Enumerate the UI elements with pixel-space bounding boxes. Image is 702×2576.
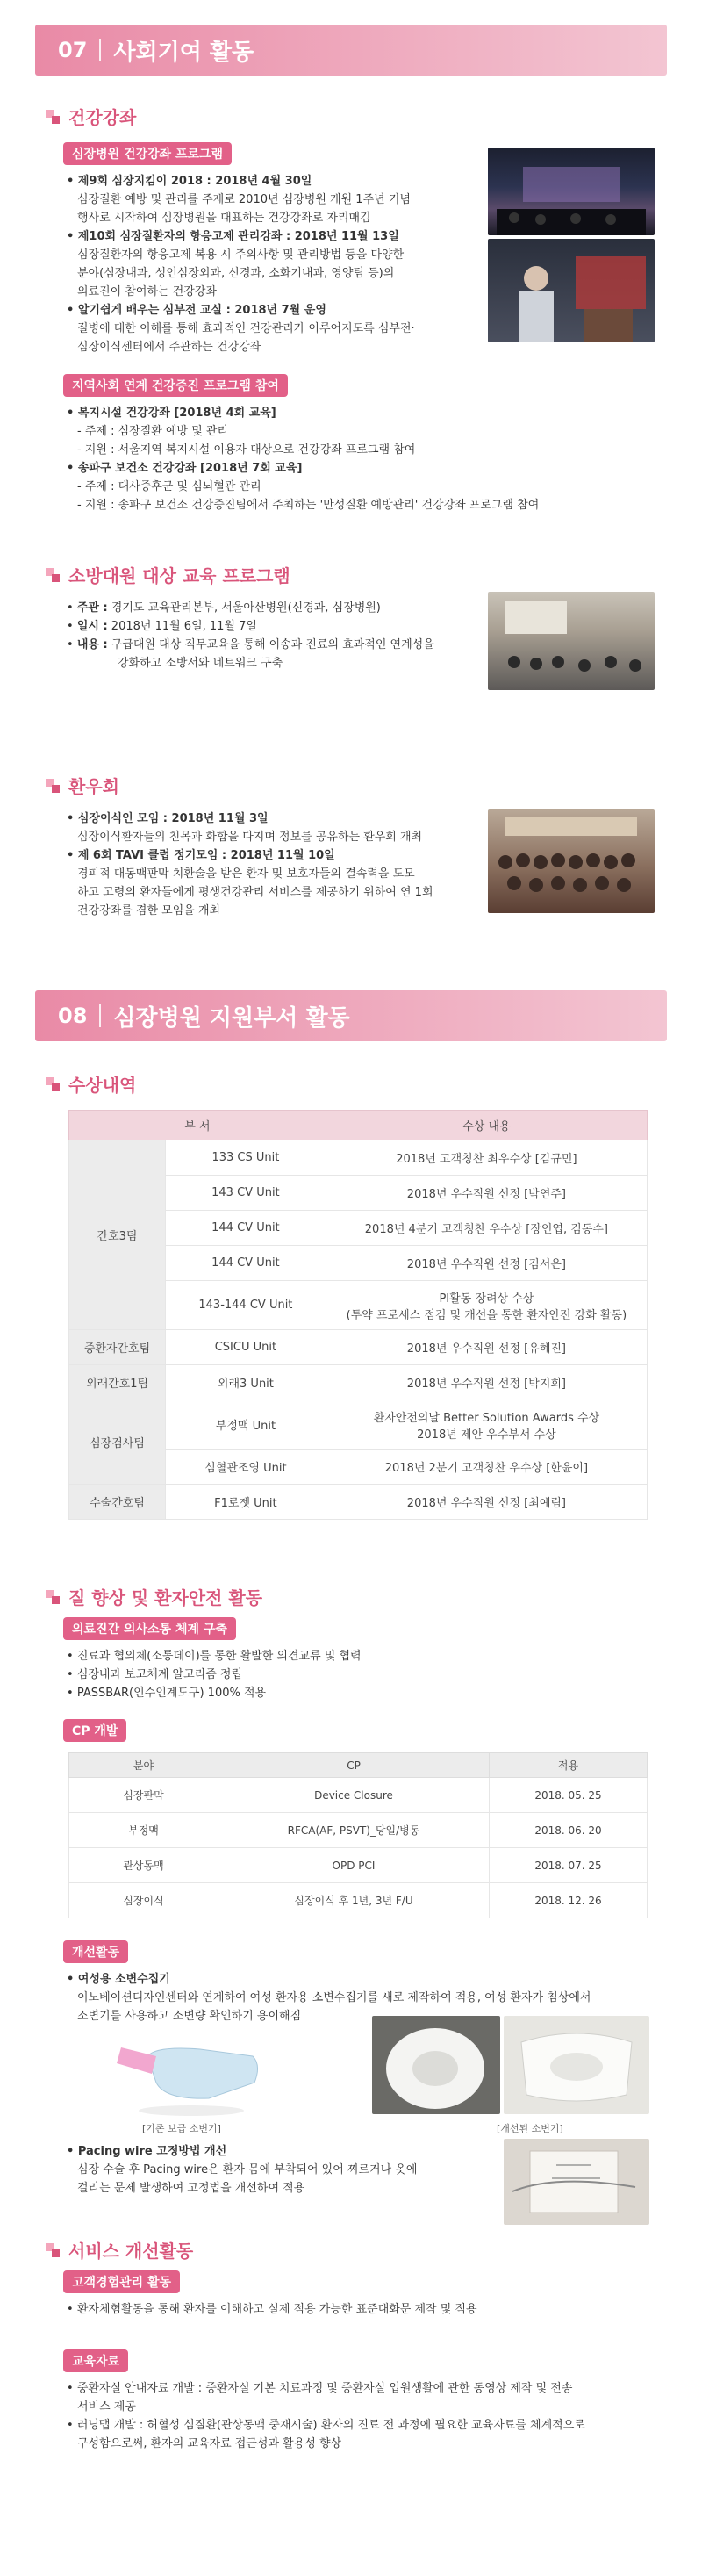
pill-communication-system: 의료진간 의사소통 체계 구축	[63, 1617, 236, 1640]
new-urinal-illustration	[504, 2016, 649, 2114]
classroom-illustration	[488, 592, 655, 690]
cell-group: 간호3팀	[69, 1140, 166, 1330]
cell-unit: 144 CV Unit	[166, 1246, 326, 1281]
info-line-cont: 강화하고 소방서와 네트워크 구축	[118, 657, 283, 670]
square-bullet-icon	[46, 1077, 60, 1091]
heading-text: 수상내역	[68, 1075, 137, 1096]
photo-new-urinal-2	[504, 2016, 649, 2114]
cell-unit: CSICU Unit	[166, 1330, 326, 1365]
list-item-desc: 심장질환자의 항응고제 복용 시 주의사항 및 관리방법 등을 다양한	[77, 248, 405, 262]
cell-date: 2018. 07. 25	[490, 1848, 648, 1883]
section-number: 08	[58, 1004, 88, 1028]
table-row	[69, 1778, 648, 1813]
photo-old-urinal	[104, 2030, 270, 2118]
list-item-desc: 경피적 대동맥판막 치환술을 받은 환자 및 보호자들의 결속력을 도모	[77, 867, 415, 881]
list-item-title: • 알기쉽게 배우는 심부전 교실 : 2018년 7월 운영	[67, 304, 326, 317]
list-item: • PASSBAR(인수인계도구) 100% 적용	[67, 1687, 267, 1700]
section-number: 07	[58, 38, 88, 62]
pill-customer-experience: 고객경험관리 활동	[63, 2270, 180, 2293]
cell-date: 2018. 06. 20	[490, 1813, 648, 1848]
photo-firefighter-class	[488, 592, 655, 690]
awards-table	[68, 1110, 648, 1520]
cell-cp: 심장이식 후 1년, 3년 F/U	[218, 1883, 490, 1918]
cell-group: 중환자간호팀	[69, 1330, 166, 1365]
list-item-desc: 하고 고령의 환자들에게 평생건강관리 서비스를 제공하기 위하여 연 1회	[77, 886, 433, 899]
divider	[99, 1004, 101, 1027]
cell-award: 2018년 우수직원 선정 [최예림]	[326, 1485, 647, 1520]
table-row	[69, 1813, 648, 1848]
cell-unit: 부정맥 Unit	[166, 1400, 326, 1450]
photo-patient-club	[488, 809, 655, 913]
header-cp: CP	[218, 1753, 490, 1778]
list-item-desc: - 지원 : 서울지역 복지시설 이용자 대상으로 건강강좌 프로그램 참여	[77, 443, 416, 457]
heading-text: 건강강좌	[68, 107, 137, 128]
photo-lecture-stage	[488, 148, 655, 235]
list-item-cont: 서비스 제공	[77, 2400, 136, 2414]
group-photo-illustration	[488, 809, 655, 913]
list-item-desc: 의료진이 참여하는 건강강좌	[77, 285, 217, 299]
cell-cp: OPD PCI	[218, 1848, 490, 1883]
customer-experience-line	[67, 2300, 663, 2319]
cell-group: 외래간호1팀	[69, 1365, 166, 1400]
table-row	[69, 1365, 648, 1400]
cell-cp: Device Closure	[218, 1778, 490, 1813]
list-item: • 러닝맵 개발 : 허혈성 심질환(관상동맥 중재시술) 환자의 진료 전 과정에 필요한 교육자료를 체계적으로	[67, 2419, 585, 2432]
cell-award: 2018년 우수직원 선정 [유혜진]	[326, 1330, 647, 1365]
list-item-title: • 제10회 심장질환자의 항응고제 관리강좌 : 2018년 11월 13일	[67, 230, 399, 243]
cell-field: 부정맥	[69, 1813, 218, 1848]
table-row	[69, 1330, 648, 1365]
cell-award: 환자안전의날 Better Solution Awards 수상 2018년 제안 우수부서 수상	[326, 1400, 647, 1450]
pill-community-program: 지역사회 연계 건강증진 프로그램 참여	[63, 374, 288, 397]
square-bullet-icon	[46, 779, 60, 793]
list-item-cont: 구성함으로써, 환자의 교육자료 접근성과 활용성 향상	[77, 2437, 342, 2450]
table-header-row	[69, 1111, 648, 1140]
list-item-desc: - 지원 : 송파구 보건소 건강증진팀에서 주최하는 '만성질환 예방관리' 건강강좌 프로그램 참여	[77, 499, 540, 512]
list-item: • 중환자실 안내자료 개발 : 중환자실 기본 치료과정 및 중환자실 입원생활에 관한 동영상 제작 및 전송	[67, 2382, 573, 2395]
cell-field: 심장판막	[69, 1778, 218, 1813]
heading-patient-club	[46, 773, 119, 798]
table-row	[69, 1485, 648, 1520]
list-item-desc: 심장 수술 후 Pacing wire은 환자 몸에 부착되어 있어 찌르거나 옷에	[77, 2163, 418, 2177]
pill-heart-lecture-program: 심장병원 건강강좌 프로그램	[63, 142, 232, 165]
health-items	[67, 172, 479, 356]
list-item-desc: 심장질환 예방 및 관리를 주제로 2010년 심장병원 개원 1주년 기념	[77, 193, 411, 206]
new-urinal-illustration	[372, 2016, 500, 2114]
info-line: • 일시 : 2018년 11월 6일, 11월 7일	[67, 620, 257, 633]
table-row	[69, 1140, 648, 1176]
list-item-title: • Pacing wire 고정방법 개선	[67, 2145, 227, 2158]
list-item-title: • 여성용 소변수집기	[67, 1973, 170, 1986]
improvement-2	[67, 2142, 479, 2198]
info-line: • 내용 : 구급대원 대상 직무교육을 통해 이송과 진료의 효과적인 연계성을	[67, 638, 434, 651]
cell-unit: 외래3 Unit	[166, 1365, 326, 1400]
communication-lines	[67, 1647, 646, 1702]
section-07-banner	[35, 25, 667, 76]
table-header-row	[69, 1753, 648, 1778]
list-item-desc: - 주제 : 심장질환 예방 및 관리	[77, 425, 229, 438]
cp-table	[68, 1752, 648, 1918]
list-item: • 환자체험활동을 통해 환자를 이해하고 실제 적용 가능한 표준대화문 제작 및 적용	[67, 2303, 477, 2316]
cell-field: 심장이식	[69, 1883, 218, 1918]
pill-education-material: 교육자료	[63, 2349, 128, 2372]
list-item-title: • 심장이식인 모임 : 2018년 11월 3일	[67, 812, 269, 825]
cell-cp: RFCA(AF, PSVT)_당일/병동	[218, 1813, 490, 1848]
cell-unit: 144 CV Unit	[166, 1211, 326, 1246]
cell-group: 심장검사팀	[69, 1400, 166, 1485]
header-field: 분야	[69, 1753, 218, 1778]
square-bullet-icon	[46, 1590, 60, 1604]
cell-date: 2018. 12. 26	[490, 1883, 648, 1918]
firefighter-lines	[67, 599, 470, 673]
heading-text: 환우회	[68, 776, 119, 797]
caption-old-urinal: [기존 보급 소변기]	[142, 2123, 221, 2134]
cell-award: PI활동 장려상 수상 (투약 프로세스 점검 및 개선을 통한 환자안전 강화 활동)	[326, 1281, 647, 1330]
list-item-title: • 제9회 심장지킴이 2018 : 2018년 4월 30일	[67, 175, 312, 188]
section-title: 심장병원 지원부서 활동	[113, 1004, 350, 1032]
heading-text: 소방대원 대상 교육 프로그램	[68, 565, 290, 586]
list-item-desc: - 주제 : 대사증후군 및 심뇌혈관 관리	[77, 480, 261, 493]
divider	[99, 39, 101, 61]
list-item-desc: 행사로 시작하여 심장병원을 대표하는 건강강좌로 자리매김	[77, 212, 371, 225]
cell-award: 2018년 우수직원 선정 [김서은]	[326, 1246, 647, 1281]
caption-new-urinal: [개선된 소변기]	[497, 2123, 563, 2134]
heading-health-lectures	[46, 104, 136, 129]
list-item-desc: 걸리는 문제 발생하여 고정법을 개선하여 적용	[77, 2182, 305, 2195]
heading-awards	[46, 1071, 136, 1097]
heading-quality-safety	[46, 1584, 262, 1609]
heading-service-improvement	[46, 2237, 193, 2263]
cell-award: 2018년 고객칭찬 최우수상 [김규민]	[326, 1140, 647, 1176]
speaker-illustration	[488, 239, 655, 342]
cell-field: 관상동맥	[69, 1848, 218, 1883]
list-item-title: • 송파구 보건소 건강강좌 [2018년 7회 교육]	[67, 462, 303, 475]
cell-award: 2018년 2분기 고객칭찬 우수상 [한윤이]	[326, 1450, 647, 1485]
list-item-desc: 이노베이션디자인센터와 연계하여 여성 환자용 소변수집기를 새로 제작하여 적용, 여성 환자가 침상에서	[77, 1991, 591, 2004]
heading-text: 질 향상 및 환자안전 활동	[68, 1587, 263, 1608]
cell-unit: 143 CV Unit	[166, 1176, 326, 1211]
list-item-desc: 소변기를 사용하고 소변량 확인하기 용이해짐	[77, 2010, 302, 2023]
heading-firefighter-program	[46, 562, 290, 587]
list-item-desc: 분야(심장내과, 성인심장외과, 신경과, 소화기내과, 영양팀 등)의	[77, 267, 395, 280]
table-row	[69, 1400, 648, 1450]
table-row	[69, 1848, 648, 1883]
table-row	[69, 1883, 648, 1918]
section-08-banner	[35, 990, 667, 1041]
cell-unit: 143-144 CV Unit	[166, 1281, 326, 1330]
heading-text: 서비스 개선활동	[68, 2241, 194, 2262]
pacing-wire-illustration	[504, 2139, 649, 2225]
square-bullet-icon	[46, 110, 60, 124]
cell-award: 2018년 4분기 고객칭찬 우수상 [장인엽, 김동수]	[326, 1211, 647, 1246]
photo-pacing-wire	[504, 2139, 649, 2225]
pill-cp-development: CP 개발	[63, 1719, 126, 1742]
list-item: • 진료과 협의체(소통데이)를 통한 활발한 의견교류 및 협력	[67, 1650, 362, 1663]
square-bullet-icon	[46, 568, 60, 582]
list-item-desc: 질병에 대한 이해를 통해 효과적인 건강관리가 이루어지도록 심부전·	[77, 322, 415, 335]
cell-unit: F1로젯 Unit	[166, 1485, 326, 1520]
list-item-title: • 제 6회 TAVI 클럽 정기모임 : 2018년 11월 10일	[67, 849, 335, 862]
list-item-desc: 심장이식센터에서 주관하는 건강강좌	[77, 341, 261, 354]
list-item-desc: 건강강좌를 겸한 모임을 개최	[77, 904, 221, 917]
patient-items	[67, 809, 479, 920]
cell-award: 2018년 우수직원 선정 [박연주]	[326, 1176, 647, 1211]
cell-unit: 133 CS Unit	[166, 1140, 326, 1176]
section-title: 사회기여 활동	[113, 39, 254, 66]
photo-lecture-speaker	[488, 239, 655, 342]
header-dept: 부 서	[69, 1111, 326, 1140]
cell-unit: 심혈관조영 Unit	[166, 1450, 326, 1485]
header-award: 수상 내용	[326, 1111, 647, 1140]
cell-award: 2018년 우수직원 선정 [박지희]	[326, 1365, 647, 1400]
list-item: • 심장내과 보고체계 알고리즘 정립	[67, 1668, 243, 1681]
header-date: 적용	[490, 1753, 648, 1778]
info-line: • 주관 : 경기도 교육관리본부, 서울아산병원(신경과, 심장병원)	[67, 601, 381, 615]
list-item-desc: 심장이식환자들의 친목과 화합을 다지며 정보를 공유하는 환우회 개최	[77, 831, 423, 844]
cell-group: 수술간호팀	[69, 1485, 166, 1520]
cell-date: 2018. 05. 25	[490, 1778, 648, 1813]
old-urinal-illustration	[104, 2030, 270, 2118]
list-item-title: • 복지시설 건강강좌 [2018년 4회 교육]	[67, 407, 276, 420]
photo-new-urinal-1	[372, 2016, 500, 2114]
education-items	[67, 2379, 663, 2453]
stage-illustration	[488, 148, 655, 235]
pill-improvement: 개선활동	[63, 1940, 128, 1963]
community-items	[67, 404, 663, 514]
square-bullet-icon	[46, 2243, 60, 2257]
